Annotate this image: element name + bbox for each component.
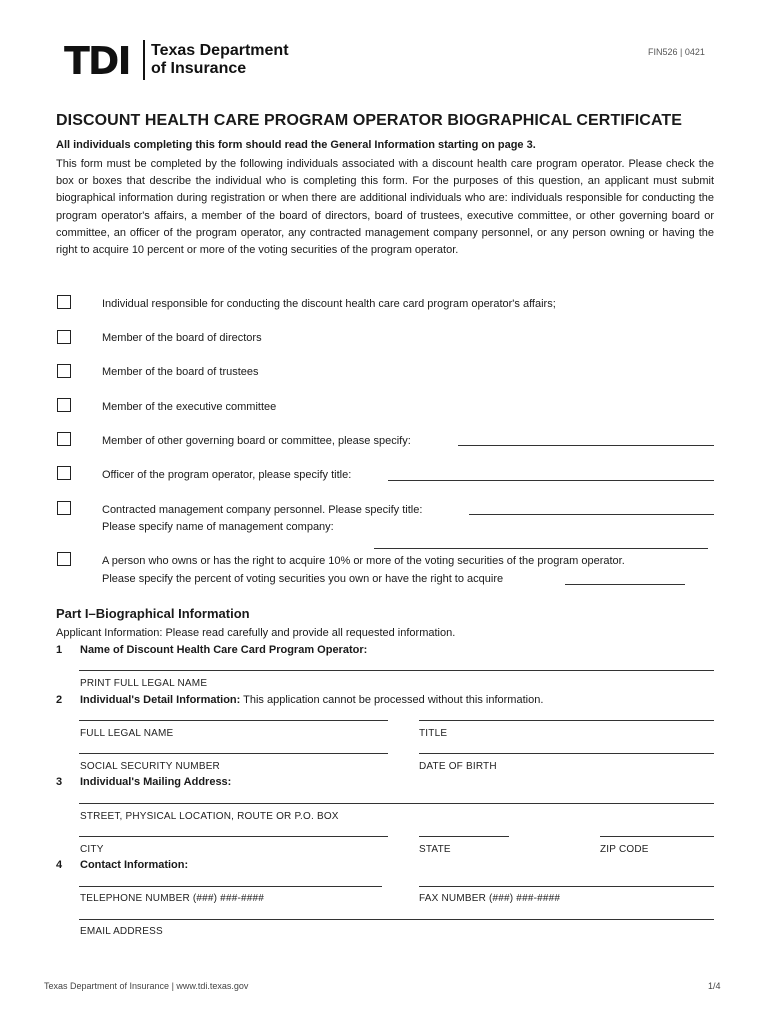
caption-state: STATE (419, 844, 451, 855)
option-label-board-of-trustees: Member of the board of trustees (102, 366, 259, 378)
full-legal-name-field[interactable] (79, 720, 388, 721)
agency-line-1: Texas Department (151, 42, 289, 59)
form-number: FIN526 | 0421 (648, 47, 705, 57)
caption-title: TITLE (419, 728, 448, 739)
question-label-operator-name: Name of Discount Health Care Card Program Operator: (80, 644, 368, 656)
caption-fax: FAX NUMBER (###) ###-#### (419, 893, 561, 904)
option-label-voting-securities: A person who owns or has the right to acquire 10% or more of the voting securities of the program operator. (102, 555, 625, 567)
checkbox-board-of-trustees[interactable] (57, 364, 71, 378)
zip-code-field[interactable] (600, 836, 714, 837)
caption-full-legal-name: FULL LEGAL NAME (80, 728, 174, 739)
email-field[interactable] (79, 919, 714, 920)
checkbox-executive-committee[interactable] (57, 398, 71, 412)
caption-print-full-legal-name: PRINT FULL LEGAL NAME (80, 678, 208, 689)
checkbox-board-of-directors[interactable] (57, 330, 71, 344)
question-label-contact-information: Contact Information: (80, 859, 189, 871)
option-label-voting-percent: Please specify the percent of voting securities you own or have the right to acquire (102, 573, 504, 585)
voting-percent-field[interactable] (565, 584, 685, 585)
option-label-contracted-management: Contracted management company personnel. Please specify title: (102, 504, 423, 516)
question-label-individual-detail: Individual's Detail Information: (80, 694, 241, 706)
question-label-mailing-address: Individual's Mailing Address: (80, 776, 232, 788)
option-label-officer: Officer of the program operator, please specify title: (102, 469, 352, 481)
agency-name (151, 42, 289, 78)
state-field[interactable] (419, 836, 509, 837)
officer-title-field[interactable] (388, 480, 714, 481)
title-field[interactable] (419, 720, 714, 721)
operator-name-field[interactable] (79, 670, 714, 671)
caption-ssn: SOCIAL SECURITY NUMBER (80, 761, 220, 772)
caption-telephone: TELEPHONE NUMBER (###) ###-#### (80, 893, 265, 904)
question-number-3: 3 (56, 776, 63, 788)
intro-paragraph: This form must be completed by the following individuals associated with a discount health care program operator. Please check the box or boxes that describe the individual who is completing this form. For the purposes of this question, an applicant must submit biographical information during registration or when there are additional individuals who are: individuals responsible for conducting the program operator's affairs, a member of the board of directors, board of trustees, executive committee, or other governing board or committee, an officer of the program operator, any contracted management company personnel, or any person owning or having the right to acquire 10 percent or more of the voting securities of the program operator. (56, 158, 714, 257)
option-label-individual-responsible: Individual responsible for conducting the discount health care card program operator's affairs; (102, 298, 556, 310)
caption-city: CITY (80, 844, 104, 855)
checkbox-other-governing-board[interactable] (57, 432, 71, 446)
intro-bold-note: All individuals completing this form should read the General Information starting on page 3. (56, 139, 536, 151)
management-title-field[interactable] (469, 514, 714, 515)
fax-field[interactable] (419, 886, 714, 887)
street-address-field[interactable] (79, 803, 714, 804)
date-of-birth-field[interactable] (419, 753, 714, 754)
question-number-4: 4 (56, 859, 63, 871)
option-label-executive-committee: Member of the executive committee (102, 401, 277, 413)
caption-street: STREET, PHYSICAL LOCATION, ROUTE OR P.O. BOX (80, 811, 339, 822)
checkbox-officer[interactable] (57, 466, 71, 480)
page-number: 1/4 (708, 981, 721, 991)
question-2-note: This application cannot be processed without this information. (243, 694, 544, 706)
telephone-field[interactable] (79, 886, 382, 887)
agency-line-2: of Insurance (151, 60, 247, 77)
option-label-other-governing-board: Member of other governing board or committee, please specify: (102, 435, 411, 447)
question-2-text (80, 694, 543, 706)
logo-divider (143, 40, 145, 80)
caption-zip-code: ZIP CODE (600, 844, 649, 855)
checkbox-voting-securities-owner[interactable] (57, 552, 71, 566)
checkbox-contracted-management[interactable] (57, 501, 71, 515)
caption-email: EMAIL ADDRESS (80, 926, 163, 937)
option-label-board-of-directors: Member of the board of directors (102, 332, 262, 344)
question-number-2: 2 (56, 694, 63, 706)
checkbox-individual-responsible[interactable] (57, 295, 71, 309)
other-board-specify-field[interactable] (458, 445, 714, 446)
part-1-instructions: Applicant Information: Please read carefully and provide all requested information. (56, 627, 456, 639)
question-number-1: 1 (56, 644, 63, 656)
section-heading-part-1: Part I–Biographical Information (56, 606, 250, 621)
tdi-logo: TDI (64, 39, 130, 83)
city-field[interactable] (79, 836, 388, 837)
page-title: DISCOUNT HEALTH CARE PROGRAM OPERATOR BIOGRAPHICAL CERTIFICATE (56, 112, 683, 129)
ssn-field[interactable] (79, 753, 388, 754)
option-label-management-company-name: Please specify name of management company: (102, 521, 334, 533)
caption-date-of-birth: DATE OF BIRTH (419, 761, 497, 772)
management-company-name-field[interactable] (374, 548, 708, 549)
footer-agency-url: Texas Department of Insurance | www.tdi.texas.gov (44, 981, 249, 991)
